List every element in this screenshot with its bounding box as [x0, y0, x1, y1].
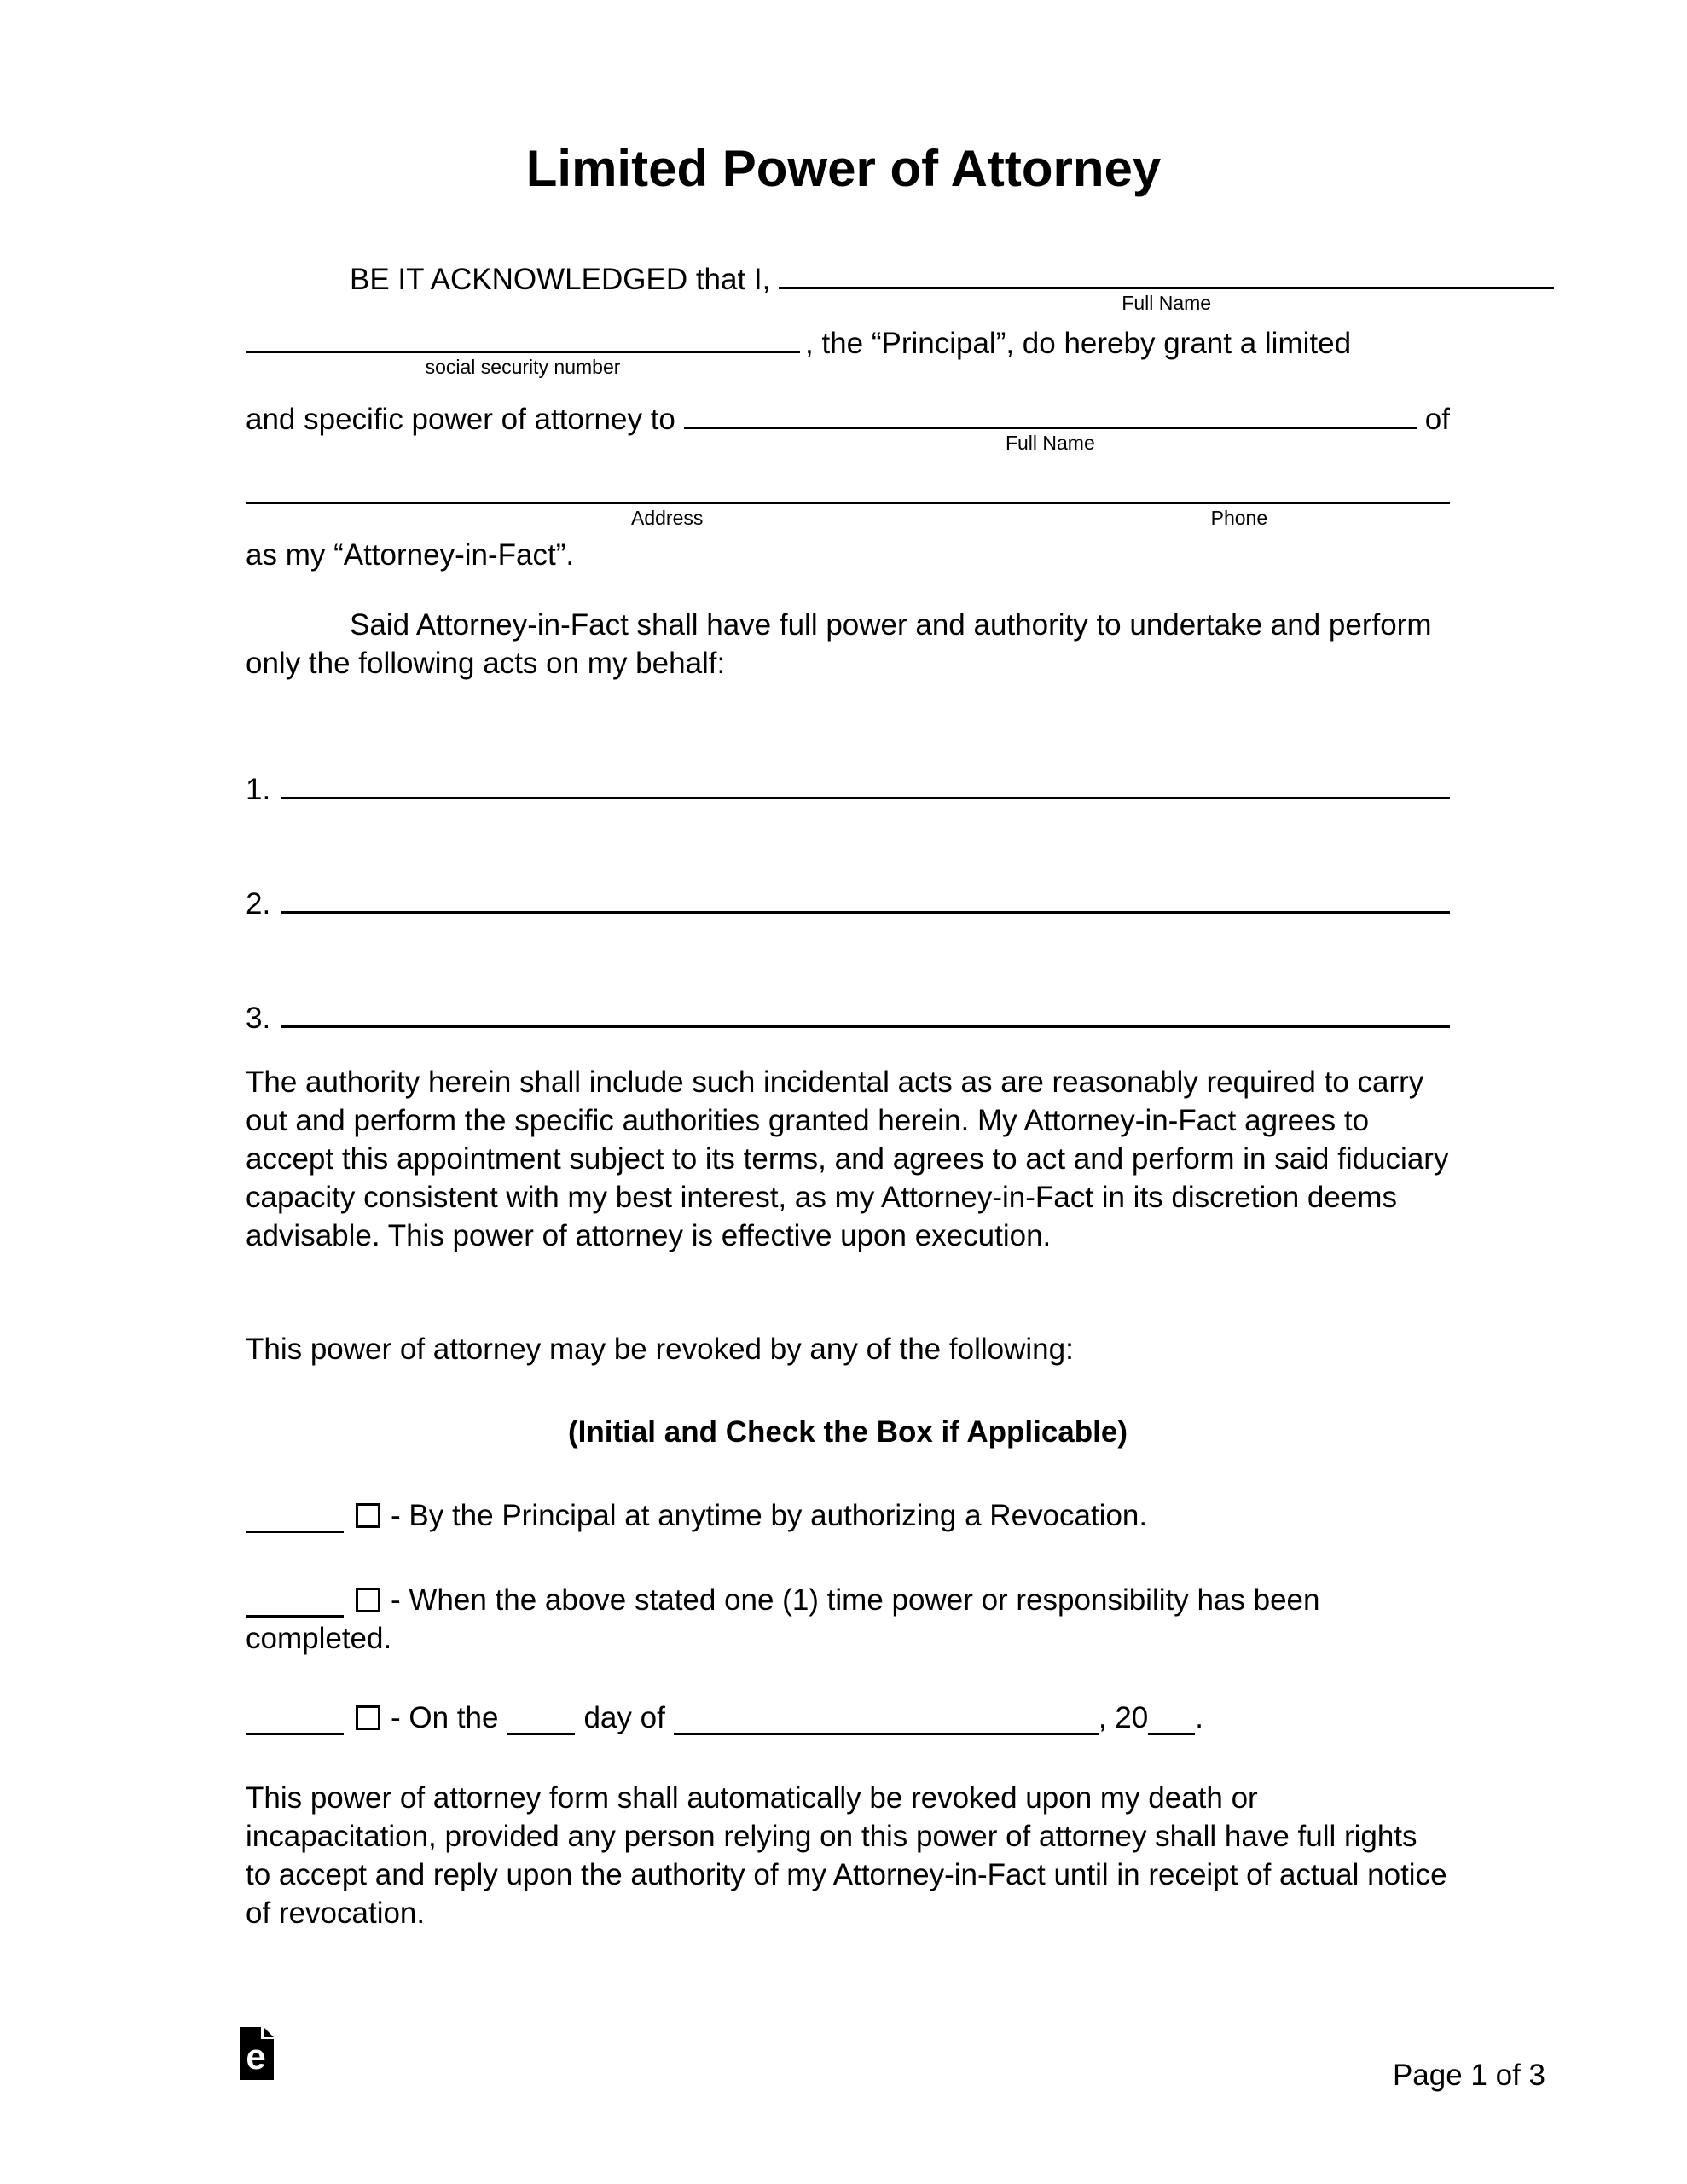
act-number-3: 3. [246, 1002, 271, 1035]
act-3-field[interactable] [281, 991, 1450, 1028]
authority-paragraph: The authority herein shall include such incidental acts as are reasonably required to carry out and perform the specific authorities granted herein. My Attorney-in-Fact agrees to accept this appointment subject to its terms, and agrees to act and perform in said fiduciary capacity consistent with my best interest, as my Attorney-in-Fact in its discretion deems advisable. This power of attorney is effective upon execution. [246, 1066, 1449, 1252]
option-date-year-text: , 20 [1098, 1701, 1149, 1734]
principal-clause-text: , the “Principal”, do hereby grant a limited [805, 327, 1352, 360]
principal-full-name-field[interactable] [779, 253, 1554, 314]
year-field[interactable] [1148, 1704, 1195, 1735]
revocation-option-principal [246, 1496, 1450, 1535]
revocation-option-date [246, 1699, 1450, 1737]
option-completed-text: - When the above stated one (1) time power or responsibility has been completed. [246, 1583, 1320, 1655]
act-line-3 [246, 991, 1450, 1037]
option-principal-text: - By the Principal at anytime by authorizing a Revocation. [391, 1499, 1148, 1532]
powers-intro-paragraph: Said Attorney-in-Fact shall have full power and authority to undertake and perform only the following acts on my behalf: [246, 608, 1432, 680]
acknowledgment-line-1 [246, 253, 1554, 314]
revocation-option-completed [246, 1581, 1450, 1658]
address-field-label: Address [631, 507, 704, 529]
grant-suffix-text: of [1424, 403, 1450, 436]
page-title: Limited Power of Attorney [525, 140, 1162, 197]
initials-field-1[interactable] [246, 1502, 344, 1533]
acknowledgment-line-2 [246, 317, 1450, 378]
act-number-1: 1. [246, 773, 271, 806]
svg-text:e: e [246, 2036, 266, 2077]
address-phone-field[interactable] [246, 465, 1450, 529]
ssn-field-label: social security number [425, 356, 621, 378]
checkbox-icon-principal[interactable] [356, 1503, 380, 1528]
revocation-instruction-heading: (Initial and Check the Box if Applicable) [567, 1415, 1128, 1449]
grant-clause-text: and specific power of attorney to [246, 403, 675, 436]
checkbox-icon-completed[interactable] [356, 1588, 380, 1612]
option-date-middle-text: day of [583, 1701, 665, 1734]
full-name-field-label: Full Name [1122, 292, 1212, 314]
option-date-prefix-text: - On the [391, 1701, 499, 1734]
social-security-number-field[interactable] [246, 317, 800, 378]
attorney-full-name-field[interactable] [684, 392, 1417, 454]
checkbox-icon-date[interactable] [356, 1705, 380, 1730]
month-field[interactable] [674, 1704, 1099, 1735]
initials-field-3[interactable] [246, 1704, 344, 1735]
termination-paragraph: This power of attorney form shall automatically be revoked upon my death or incapacitation, provided any person relying on this power of attorney shall have full rights to accept and reply upon the authority of my Attorney-in-Fact until in receipt of actual notice of revocation. [246, 1781, 1447, 1930]
revocation-intro-text: This power of attorney may be revoked by any of the following: [246, 1333, 1074, 1366]
initials-field-2[interactable] [246, 1586, 344, 1618]
act-1-field[interactable] [281, 763, 1450, 799]
acknowledgment-intro-text: BE IT ACKNOWLEDGED that I, [350, 263, 771, 296]
eforms-logo-icon [240, 2027, 274, 2080]
act-number-2: 2. [246, 887, 271, 921]
acknowledgment-closing-text: as my “Attorney-in-Fact”. [246, 538, 575, 572]
day-field[interactable] [507, 1704, 575, 1735]
page-indicator: Page 1 of 3 [1392, 2059, 1545, 2092]
attorney-full-name-field-label: Full Name [1005, 432, 1095, 454]
option-date-period-text: . [1195, 1701, 1203, 1734]
act-line-1 [246, 763, 1450, 809]
act-2-field[interactable] [281, 877, 1450, 914]
acknowledgment-line-3 [246, 392, 1450, 454]
act-line-2 [246, 877, 1450, 923]
phone-field-label: Phone [1210, 507, 1268, 529]
